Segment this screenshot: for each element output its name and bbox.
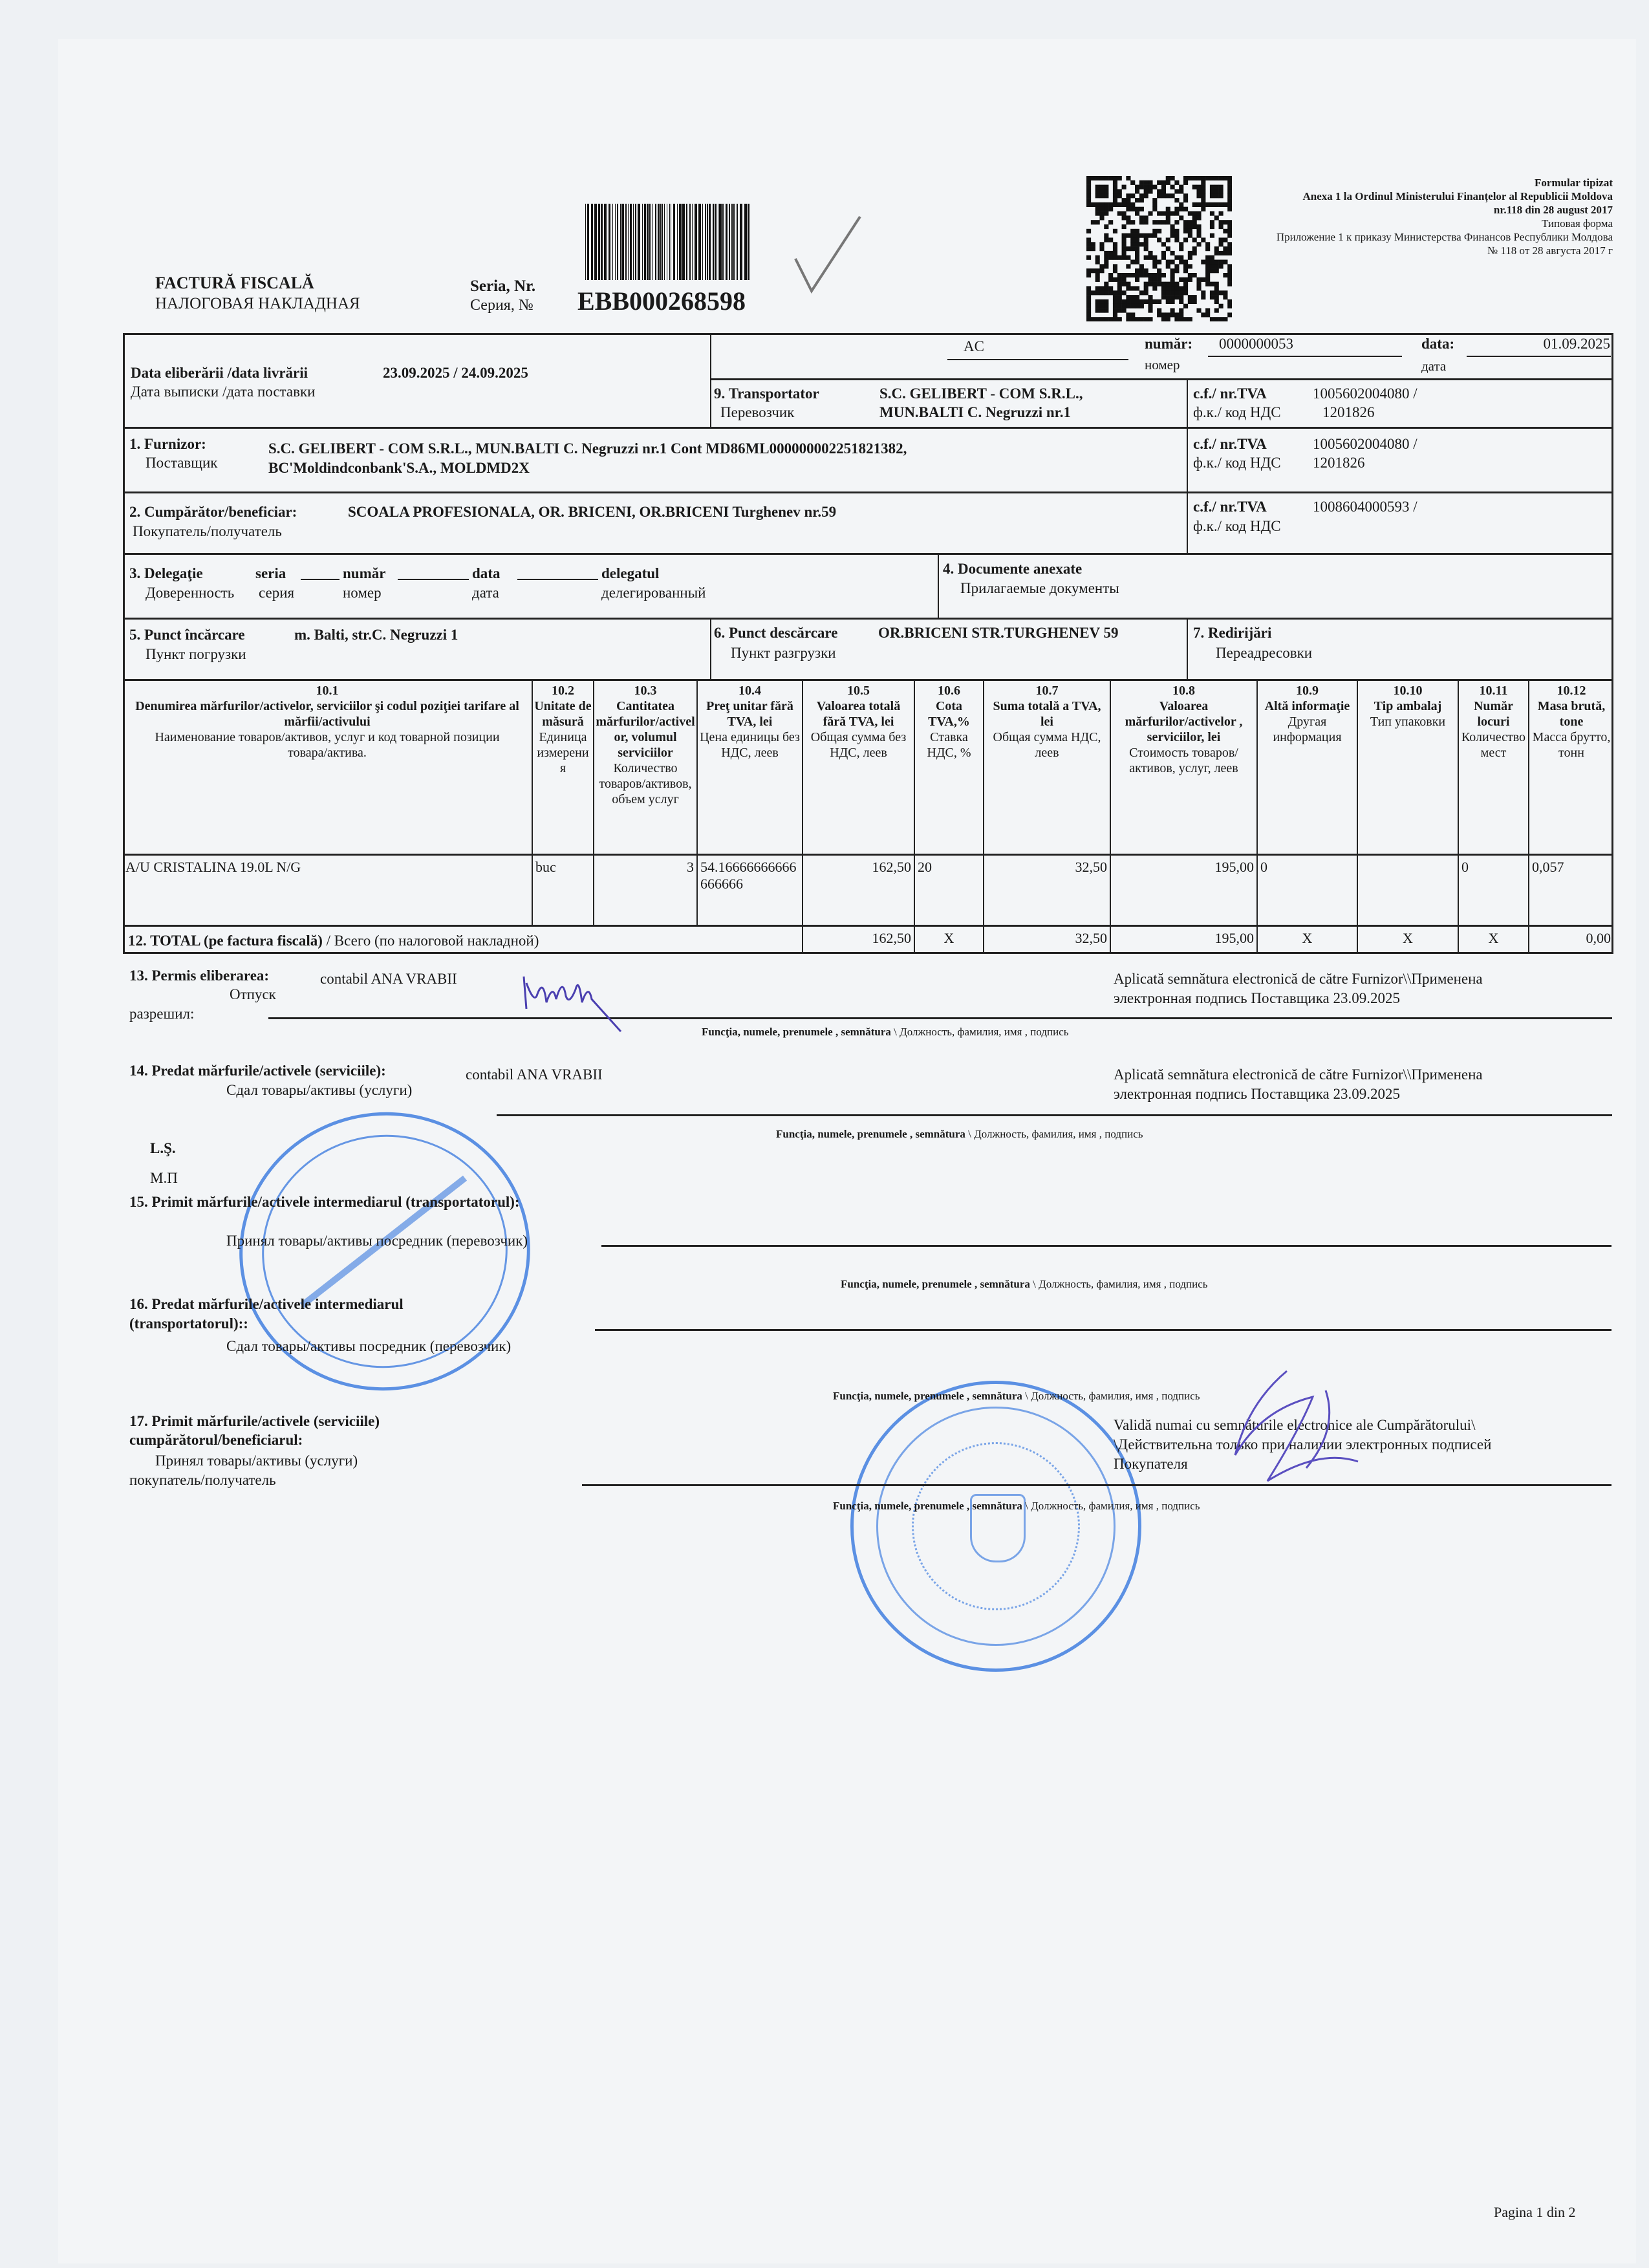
signature-caption (833, 1499, 1200, 1513)
annexes-label-ru: Прилагаемые документы (960, 580, 1119, 596)
contract-number: 0000000053 (1219, 336, 1293, 352)
contract-number-label-ru: номер (1145, 357, 1180, 373)
column-label-ru: Общая сумма НДС, леев (993, 730, 1101, 760)
caption-ro: Funcţia, numele, prenumele , semnătura (833, 1500, 1022, 1512)
column-label-ru: Масса брутто, тонн (1532, 730, 1611, 760)
transporter-handed-label-ru: Сдал товары/активы посредник (перевозчик) (226, 1338, 512, 1354)
column-header-10-7 (983, 679, 1110, 855)
total-cell: 0,00 (1528, 926, 1613, 954)
loading-point: m. Balti, str.C. Negruzzi 1 (294, 627, 458, 643)
caption-ru: \ Должность, фамилия, имя , подпись (894, 1026, 1069, 1038)
caption-ru: \ Должность, фамилия, имя , подпись (1033, 1278, 1208, 1290)
delegation-label-ro: 3. Delegaţie (129, 565, 203, 581)
transporter-name: S.C. GELIBERT - COM S.R.L., (879, 385, 1083, 402)
release-esig-line2: электронная подпись Поставщика 23.09.2025 (1114, 990, 1401, 1006)
table-cell: 195,00 (1110, 855, 1256, 925)
column-header-10-11 (1458, 679, 1528, 855)
series-label-ro: Seria, Nr. (470, 277, 536, 295)
supplier-cf-value: 1005602004080 / (1313, 436, 1417, 452)
buyer-label-ru: Покупатель/получатель (133, 523, 282, 539)
delegation-number-label-ru: номер (343, 585, 382, 601)
column-header-10-9 (1256, 679, 1357, 855)
issue-date-label-ro: Data eliberării /data livrării (131, 365, 308, 381)
caption-ro: Funcţia, numele, prenumele , semnătura (702, 1026, 891, 1038)
column-label-ro: Masa brută, tone (1537, 699, 1606, 729)
column-label-ro: Altă informaţie (1264, 699, 1350, 713)
total-cell: X (1357, 926, 1458, 954)
release-permit-person: contabil ANA VRABII (320, 971, 457, 987)
column-number: 10.1 (316, 684, 339, 698)
column-label-ro: Valoarea totală fără TVA, lei (816, 699, 901, 729)
delegation-seria-label-ru: серия (259, 585, 295, 601)
caption-ro: Funcţia, numele, prenumele , semnătura (833, 1390, 1022, 1402)
delegate-label-ru: делегированный (601, 585, 706, 601)
column-number: 10.6 (938, 684, 960, 698)
handed-esig-line2: электронная подпись Поставщика 23.09.2025 (1114, 1086, 1401, 1102)
transporter-label-ro: 9. Transportator (714, 385, 819, 402)
column-label-ro: Cantitatea mărfurilor/activelor, volumul serviciilor (596, 699, 695, 760)
signature-caption (776, 1127, 1143, 1141)
column-label-ru: Ставка НДС, % (927, 730, 971, 760)
redirect-label-ro: 7. Redirijări (1193, 625, 1272, 641)
table-cell: A/U CRISTALINA 19.0L N/G (125, 859, 301, 875)
column-number: 10.11 (1479, 684, 1508, 698)
column-header-10-4 (696, 679, 802, 855)
column-label-ru: Общая сумма без НДС, леев (810, 730, 907, 760)
table-cell: 162,50 (802, 855, 914, 925)
column-header-10-8 (1110, 679, 1256, 855)
buyer-received-label-ro: 17. Primit mărfurile/activele (serviciile) (129, 1413, 380, 1429)
table-cell: 0 (1256, 855, 1357, 925)
transporter-vat-label: ф.к./ код НДС (1193, 404, 1281, 420)
buyer-received-label-ru2: покупатель/получатель (129, 1472, 276, 1488)
supplier-vat-label: ф.к./ код НДС (1193, 455, 1281, 471)
transporter-cf-label: c.f./ nr.TVA (1193, 385, 1267, 402)
delegation-number-label: număr (343, 565, 386, 581)
form-notice-line: № 118 от 28 августа 2017 г (1487, 244, 1613, 257)
column-label-ro: Tip ambalaj (1374, 699, 1442, 713)
caption-ro: Funcţia, numele, prenumele , semnătura (776, 1128, 965, 1140)
unloading-point-label-ro: 6. Punct descărcare (714, 625, 838, 641)
supplier-vat-code: 1201826 (1313, 455, 1365, 471)
handed-over-person: contabil ANA VRABII (466, 1066, 603, 1083)
column-label-ru: Стоимость товаров/активов, услуг, леев (1129, 746, 1238, 775)
buyer-vat-label: ф.к./ код НДС (1193, 518, 1281, 534)
table-cell (1357, 855, 1458, 925)
handwritten-signature-icon (517, 964, 673, 1035)
column-number: 10.3 (634, 684, 657, 698)
total-cell: 195,00 (1110, 926, 1256, 954)
total-label-ru: / Всего (по налоговой накладной) (326, 933, 539, 949)
column-label-ru: Единица измерения (537, 730, 589, 775)
signature-caption (833, 1389, 1200, 1403)
delegation-date-label: data (472, 565, 501, 581)
form-notice-line: Приложение 1 к приказу Министерства Финансов Республики Молдова (1276, 231, 1613, 243)
signature-caption (841, 1277, 1208, 1291)
column-label-ro: Număr locuri (1473, 699, 1514, 729)
caption-ru: \ Должность, фамилия, имя , подпись (968, 1128, 1143, 1140)
column-header-10-3 (593, 679, 696, 855)
invoice-title-ro: FACTURĂ FISCALĂ (155, 274, 314, 292)
table-cell: 32,50 (983, 855, 1110, 925)
contract-series: AC (964, 338, 984, 354)
release-permit-label-ru2: разрешил: (129, 1006, 195, 1022)
transporter-handed-label-ro2: (transportatorul):: (129, 1315, 248, 1332)
supplier-label-ru: Поставщик (146, 455, 218, 471)
total-cell: X (1256, 926, 1357, 954)
delegation-label-ru: Доверенность (146, 585, 235, 601)
total-label-ro: 12. TOTAL (pe factura fiscală) (128, 933, 323, 949)
contract-date-label-ru: дата (1421, 358, 1447, 374)
form-notice-line: Типовая форма (1541, 217, 1613, 230)
handed-over-label-ru: Сдал товары/активы (услуги) (226, 1082, 413, 1098)
series-label-ru: Серия, № (470, 297, 534, 314)
handed-esig-line1: Aplicată semnătura electronică de către Furnizor\\Применена (1114, 1066, 1483, 1083)
column-header-10-2 (532, 679, 593, 855)
column-label-ru: Количество мест (1461, 730, 1526, 760)
contract-date-label-ro: data: (1421, 336, 1455, 352)
table-cell: 0,057 (1528, 855, 1613, 925)
table-cell: 3 (593, 855, 696, 925)
transporter-received-label-ru: Принял товары/активы посредник (перевозчик) (226, 1233, 528, 1249)
column-header-10-6 (914, 679, 983, 855)
column-header-10-1 (123, 679, 532, 855)
column-label-ro: Suma totală a TVA, lei (993, 699, 1101, 729)
issue-date-label-ru: Дата выписки /дата поставки (131, 383, 316, 400)
total-row-label (128, 932, 539, 950)
transporter-cf-value: 1005602004080 / (1313, 385, 1417, 402)
total-cell: 162,50 (802, 926, 914, 954)
column-number: 10.4 (738, 684, 761, 698)
supplier-details: S.C. GELIBERT - COM S.R.L., MUN.BALTI C. Negruzzi nr.1 Cont MD86ML000000002251821382, (268, 440, 907, 457)
delegation-seria-label: seria (255, 565, 286, 581)
annexes-label-ro: 4. Documente anexate (943, 561, 1083, 577)
redirect-label-ru: Переадресовки (1216, 645, 1313, 661)
issue-delivery-dates: 23.09.2025 / 24.09.2025 (383, 365, 528, 381)
form-notice-title: Formular tipizat (1534, 177, 1613, 189)
unloading-point-label-ru: Пункт разгрузки (731, 645, 836, 661)
transporter-received-label-ro: 15. Primit mărfurile/activele intermediarul (transportatorul): (129, 1194, 520, 1210)
transporter-address: MUN.BALTI C. Negruzzi nr.1 (879, 404, 1072, 420)
loading-point-label-ru: Пункт погрузки (146, 646, 246, 662)
release-esig-line1: Aplicată semnătura electronică de către Furnizor\\Применена (1114, 971, 1483, 987)
column-number: 10.12 (1557, 684, 1586, 698)
column-label-ru: Наименование товаров/активов, услуг и код товарной позиции товара/актива. (155, 730, 500, 760)
release-permit-label-ro: 13. Permis eliberarea: (129, 967, 270, 984)
unloading-point: OR.BRICENI STR.TURGHENEV 59 (878, 625, 1119, 641)
column-label-ru: Цена единицы без НДС, леев (700, 730, 800, 760)
form-notice-line: Anexa 1 la Ordinul Ministerului Finanțelor al Republicii Moldova (1302, 190, 1613, 202)
column-header-10-10 (1357, 679, 1458, 855)
column-number: 10.10 (1393, 684, 1423, 698)
series-number: EBB000268598 (577, 286, 746, 316)
signature-caption (702, 1025, 1069, 1039)
transporter-label-ru: Перевозчик (720, 404, 795, 420)
buyer-received-label-ro2: cumpărătorul/beneficiarul: (129, 1432, 303, 1448)
seal-place-ro: L.Ş. (150, 1140, 176, 1156)
supplier-label-ro: 1. Furnizor: (129, 436, 206, 452)
buyer-cf-value: 1008604000593 / (1313, 499, 1417, 515)
delegation-date-label-ru: дата (472, 585, 499, 601)
buyer-stamp-icon (850, 1381, 1141, 1672)
column-number: 10.2 (552, 684, 574, 698)
transporter-vat-code: 1201826 (1322, 404, 1375, 420)
checkmark-icon (792, 213, 863, 297)
buyer-label-ro: 2. Cumpărător/beneficiar: (129, 504, 297, 520)
table-cell: buc (532, 855, 593, 925)
buyer-esig-line3: Покупателя (1114, 1456, 1188, 1472)
invoice-title-ru: НАЛОГОВАЯ НАКЛАДНАЯ (155, 295, 360, 312)
caption-ru: \ Должность, фамилия, имя , подпись (1025, 1500, 1200, 1512)
column-number: 10.8 (1172, 684, 1195, 698)
contract-date: 01.09.2025 (1543, 336, 1610, 352)
contract-number-label-ro: număr: (1145, 336, 1193, 352)
total-cell: X (914, 926, 983, 954)
buyer-details: SCOALA PROFESIONALA, OR. BRICENI, OR.BRICENI Turghenev nr.59 (348, 504, 837, 520)
column-header-10-12 (1528, 679, 1613, 855)
column-label-ru: Тип упаковки (1370, 715, 1446, 729)
table-cell: 0 (1458, 855, 1528, 925)
buyer-cf-label: c.f./ nr.TVA (1193, 499, 1267, 515)
supplier-cf-label: c.f./ nr.TVA (1193, 436, 1267, 452)
column-label-ro: Valoarea mărfurilor/activelor , serviciilor, lei (1125, 699, 1243, 744)
release-permit-label-ru: Отпуск (230, 986, 276, 1002)
loading-point-label-ro: 5. Punct încărcare (129, 627, 245, 643)
column-label-ru: Другая информация (1273, 715, 1342, 744)
qr-code-icon (1086, 176, 1232, 321)
barcode-icon (585, 204, 753, 280)
handed-over-label-ro: 14. Predat mărfurile/activele (serviciile): (129, 1063, 386, 1079)
column-label-ro: Preţ unitar fără TVA, lei (706, 699, 793, 729)
column-label-ro: Denumirea mărfurilor/activelor, serviciilor şi codul poziţiei tarifare al mărfii/activului (135, 699, 519, 729)
seal-place-ru: М.П (150, 1170, 178, 1186)
caption-ro: Funcţia, numele, prenumele , semnătura (841, 1278, 1030, 1290)
transporter-handed-label-ro: 16. Predat mărfurile/activele intermediarul (129, 1296, 404, 1312)
total-cell: 32,50 (983, 926, 1110, 954)
page-number: Pagina 1 din 2 (1494, 2204, 1576, 2220)
caption-ru: \ Должность, фамилия, имя , подпись (1025, 1390, 1200, 1402)
column-number: 10.9 (1296, 684, 1319, 698)
buyer-received-label-ru: Принял товары/активы (услуги) (155, 1453, 358, 1469)
column-label-ru: Количество товаров/активов, объем услуг (599, 761, 692, 806)
supplier-bank: BC'Moldindconbank'S.A., MOLDMD2X (268, 460, 530, 476)
column-label-ro: Unitate de măsură (534, 699, 592, 729)
total-cell: X (1458, 926, 1528, 954)
buyer-esig-line2: \Действительна только при наличии электронных подписей (1114, 1436, 1492, 1453)
form-notice-line: nr.118 din 28 august 2017 (1493, 204, 1613, 216)
delegate-label: delegatul (601, 565, 660, 581)
column-label-ro: Cota TVA,% (928, 699, 970, 729)
buyer-signature-icon (1209, 1365, 1377, 1494)
column-number: 10.7 (1035, 684, 1059, 698)
table-cell: 54.16666666666666666 (696, 855, 802, 925)
table-cell: 20 (914, 855, 983, 925)
column-header-10-5 (802, 679, 914, 855)
buyer-esig-line1: Validă numai cu semnăturile electronice ale Cumpărătorului\ (1114, 1417, 1476, 1433)
column-number: 10.5 (847, 684, 870, 698)
